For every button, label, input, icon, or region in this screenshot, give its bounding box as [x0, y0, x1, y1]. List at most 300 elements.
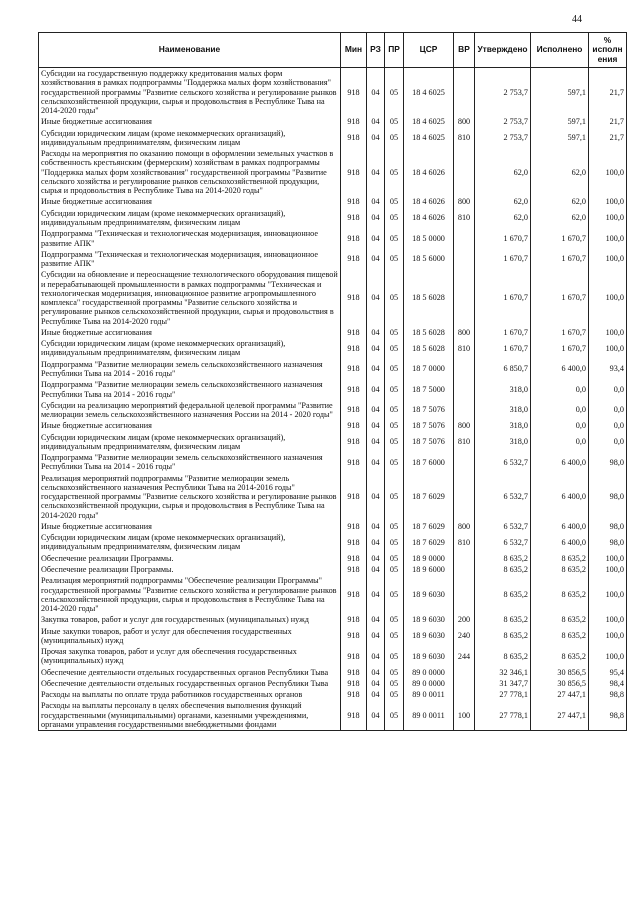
cell-percent: 98,0 [589, 521, 627, 532]
cell-pr: 05 [385, 614, 404, 625]
cell-csr: 18 9 6000 [404, 564, 454, 575]
cell-min: 918 [341, 148, 367, 196]
cell-min: 918 [341, 379, 367, 400]
cell-executed: 8 635,2 [531, 614, 589, 625]
cell-min: 918 [341, 269, 367, 327]
cell-name: Подпрограмма "Развитие мелиорации земель сельскохозяйственного назначения Республики Тыва на 2014 - 2016 годы" [39, 379, 341, 400]
header-approved: Утверждено [475, 33, 531, 68]
cell-min: 918 [341, 338, 367, 359]
cell-rz: 04 [367, 626, 385, 647]
cell-rz: 04 [367, 700, 385, 730]
cell-csr: 89 0 0011 [404, 700, 454, 730]
cell-pr: 05 [385, 532, 404, 553]
cell-name: Обеспечение деятельности отдельных государственных органов Республики Тыва [39, 667, 341, 678]
cell-percent: 98,8 [589, 689, 627, 700]
cell-csr: 18 7 5000 [404, 379, 454, 400]
cell-min: 918 [341, 473, 367, 521]
cell-rz: 04 [367, 338, 385, 359]
header-executed: Исполнено [531, 33, 589, 68]
cell-vr [454, 667, 475, 678]
cell-pr: 05 [385, 68, 404, 117]
cell-name: Подпрограмма "Развитие мелиорации земель сельскохозяйственного назначения Республики Тыва на 2014 - 2016 годы" [39, 452, 341, 473]
cell-vr: 810 [454, 208, 475, 229]
cell-rz: 04 [367, 575, 385, 614]
cell-rz: 04 [367, 228, 385, 249]
header-percent: % исполн ения [589, 33, 627, 68]
cell-vr [454, 228, 475, 249]
cell-rz: 04 [367, 473, 385, 521]
cell-pr: 05 [385, 689, 404, 700]
cell-vr [454, 269, 475, 327]
cell-min: 918 [341, 420, 367, 431]
cell-min: 918 [341, 626, 367, 647]
table-row [39, 626, 627, 647]
cell-executed: 62,0 [531, 148, 589, 196]
cell-approved: 27 778,1 [475, 700, 531, 730]
cell-approved: 8 635,2 [475, 575, 531, 614]
cell-percent: 100,0 [589, 614, 627, 625]
cell-vr [454, 379, 475, 400]
table-row [39, 116, 627, 127]
cell-vr [454, 553, 475, 564]
cell-pr: 05 [385, 249, 404, 270]
cell-executed: 0,0 [531, 420, 589, 431]
cell-csr: 18 7 0000 [404, 359, 454, 380]
table-row [39, 646, 627, 667]
cell-executed: 1 670,7 [531, 269, 589, 327]
cell-csr: 18 9 6030 [404, 626, 454, 647]
table-row [39, 689, 627, 700]
cell-csr: 89 0 0000 [404, 678, 454, 689]
cell-percent: 95,4 [589, 667, 627, 678]
cell-name: Обеспечение реализации Программы. [39, 564, 341, 575]
table-row [39, 678, 627, 689]
cell-vr: 800 [454, 327, 475, 338]
cell-csr: 18 7 6029 [404, 521, 454, 532]
page-number: 44 [572, 14, 582, 25]
cell-executed: 6 400,0 [531, 473, 589, 521]
cell-pr: 05 [385, 564, 404, 575]
cell-pr: 05 [385, 700, 404, 730]
cell-pr: 05 [385, 228, 404, 249]
cell-executed: 0,0 [531, 379, 589, 400]
cell-csr: 18 5 0000 [404, 228, 454, 249]
cell-csr: 18 9 6030 [404, 614, 454, 625]
cell-pr: 05 [385, 208, 404, 229]
cell-name: Субсидии юридическим лицам (кроме некоммерческих организаций), индивидуальным предпринимателям, физическим лицам [39, 532, 341, 553]
header-pr: ПР [385, 33, 404, 68]
table-row [39, 379, 627, 400]
cell-approved: 318,0 [475, 379, 531, 400]
cell-approved: 27 778,1 [475, 689, 531, 700]
cell-rz: 04 [367, 689, 385, 700]
cell-vr: 200 [454, 614, 475, 625]
cell-name: Иные закупки товаров, работ и услуг для обеспечения государственных (муниципальных) нужд [39, 626, 341, 647]
cell-rz: 04 [367, 327, 385, 338]
cell-executed: 6 400,0 [531, 521, 589, 532]
cell-pr: 05 [385, 400, 404, 421]
cell-approved: 8 635,2 [475, 614, 531, 625]
cell-vr: 810 [454, 338, 475, 359]
cell-name: Субсидии на государственную поддержку кредитования малых форм хозяйствования в рамках подпрограммы "Поддержка малых форм хозяйствования" государственной программы "Развитие сельского хозяйства и регулирование рынков сельскохозяйственной продукции, сырья и продовольствия в Республике Тыва на 2014-2020 годы" [39, 68, 341, 117]
cell-pr: 05 [385, 432, 404, 453]
cell-pr: 05 [385, 338, 404, 359]
cell-csr: 18 7 6000 [404, 452, 454, 473]
cell-pr: 05 [385, 327, 404, 338]
cell-pr: 05 [385, 678, 404, 689]
cell-percent: 21,7 [589, 116, 627, 127]
cell-pr: 05 [385, 196, 404, 207]
table-row [39, 532, 627, 553]
cell-percent: 100,0 [589, 228, 627, 249]
cell-executed: 8 635,2 [531, 646, 589, 667]
cell-percent: 100,0 [589, 626, 627, 647]
table-row [39, 128, 627, 149]
cell-approved: 8 635,2 [475, 626, 531, 647]
cell-approved: 2 753,7 [475, 68, 531, 117]
cell-pr: 05 [385, 667, 404, 678]
cell-min: 918 [341, 689, 367, 700]
cell-approved: 1 670,7 [475, 269, 531, 327]
cell-percent: 100,0 [589, 148, 627, 196]
table-row [39, 327, 627, 338]
cell-rz: 04 [367, 196, 385, 207]
cell-approved: 6 532,7 [475, 521, 531, 532]
header-vr: ВР [454, 33, 475, 68]
cell-rz: 04 [367, 452, 385, 473]
cell-approved: 2 753,7 [475, 128, 531, 149]
cell-name: Подпрограмма "Техническая и технологическая модернизация, инновационное развитие АПК" [39, 249, 341, 270]
cell-name: Иные бюджетные ассигнования [39, 196, 341, 207]
cell-name: Закупка товаров, работ и услуг для государственных (муниципальных) нужд [39, 614, 341, 625]
table-header-row [39, 33, 627, 68]
table-row [39, 148, 627, 196]
cell-min: 918 [341, 249, 367, 270]
cell-vr [454, 473, 475, 521]
cell-rz: 04 [367, 420, 385, 431]
cell-approved: 1 670,7 [475, 249, 531, 270]
cell-rz: 04 [367, 564, 385, 575]
cell-min: 918 [341, 564, 367, 575]
cell-name: Подпрограмма "Развитие мелиорации земель сельскохозяйственного назначения Республики Тыва на 2014 - 2016 годы" [39, 359, 341, 380]
cell-vr: 810 [454, 532, 475, 553]
cell-approved: 6 532,7 [475, 473, 531, 521]
cell-min: 918 [341, 553, 367, 564]
cell-pr: 05 [385, 359, 404, 380]
cell-rz: 04 [367, 532, 385, 553]
cell-name: Иные бюджетные ассигнования [39, 327, 341, 338]
cell-rz: 04 [367, 68, 385, 117]
cell-approved: 1 670,7 [475, 327, 531, 338]
cell-executed: 6 400,0 [531, 359, 589, 380]
cell-executed: 62,0 [531, 196, 589, 207]
cell-percent: 100,0 [589, 575, 627, 614]
cell-percent: 98,0 [589, 473, 627, 521]
cell-pr: 05 [385, 420, 404, 431]
cell-percent: 98,0 [589, 532, 627, 553]
cell-csr: 18 9 0000 [404, 553, 454, 564]
cell-rz: 04 [367, 208, 385, 229]
cell-percent: 21,7 [589, 128, 627, 149]
cell-approved: 31 347,7 [475, 678, 531, 689]
cell-pr: 05 [385, 553, 404, 564]
cell-csr: 18 4 6025 [404, 116, 454, 127]
cell-percent: 100,0 [589, 249, 627, 270]
cell-vr [454, 575, 475, 614]
cell-executed: 1 670,7 [531, 228, 589, 249]
cell-pr: 05 [385, 626, 404, 647]
cell-vr [454, 678, 475, 689]
cell-percent: 93,4 [589, 359, 627, 380]
cell-rz: 04 [367, 521, 385, 532]
cell-pr: 05 [385, 521, 404, 532]
cell-executed: 1 670,7 [531, 327, 589, 338]
cell-rz: 04 [367, 646, 385, 667]
cell-executed: 8 635,2 [531, 564, 589, 575]
cell-pr: 05 [385, 575, 404, 614]
cell-min: 918 [341, 359, 367, 380]
cell-percent: 0,0 [589, 379, 627, 400]
table-row [39, 68, 627, 117]
cell-name: Реализация мероприятий подпрограммы "Обеспечение реализации Программы" государственной программы "Развитие сельского хозяйства и регулирование рынков сельскохозяйственной продукции, сырья и продовольствия в Республике Тыва на 2014-2020 годы" [39, 575, 341, 614]
cell-csr: 18 7 5076 [404, 420, 454, 431]
cell-percent: 100,0 [589, 269, 627, 327]
cell-percent: 98,0 [589, 452, 627, 473]
cell-min: 918 [341, 432, 367, 453]
cell-rz: 04 [367, 379, 385, 400]
table-row [39, 400, 627, 421]
cell-approved: 1 670,7 [475, 228, 531, 249]
cell-min: 918 [341, 532, 367, 553]
cell-rz: 04 [367, 678, 385, 689]
header-name: Наименование [39, 33, 341, 68]
cell-approved: 62,0 [475, 148, 531, 196]
table-row [39, 473, 627, 521]
cell-approved: 32 346,1 [475, 667, 531, 678]
table-row [39, 432, 627, 453]
cell-min: 918 [341, 327, 367, 338]
cell-executed: 6 400,0 [531, 532, 589, 553]
cell-min: 918 [341, 452, 367, 473]
table-row [39, 249, 627, 270]
table-row [39, 521, 627, 532]
cell-approved: 6 532,7 [475, 452, 531, 473]
cell-vr [454, 564, 475, 575]
cell-approved: 62,0 [475, 208, 531, 229]
cell-name: Субсидии юридическим лицам (кроме некоммерческих организаций), индивидуальным предпринимателям, физическим лицам [39, 208, 341, 229]
cell-executed: 27 447,1 [531, 700, 589, 730]
cell-name: Субсидии на реализацию мероприятий федеральной целевой программы "Развитие мелиорации земель сельскохозяйственного назначения России на 2014 - 2020 годы" [39, 400, 341, 421]
cell-percent: 100,0 [589, 553, 627, 564]
cell-executed: 1 670,7 [531, 338, 589, 359]
table-row [39, 196, 627, 207]
cell-csr: 18 9 6030 [404, 646, 454, 667]
table-row [39, 564, 627, 575]
cell-name: Обеспечение деятельности отдельных государственных органов Республики Тыва [39, 678, 341, 689]
cell-vr [454, 400, 475, 421]
cell-rz: 04 [367, 249, 385, 270]
cell-vr: 240 [454, 626, 475, 647]
cell-csr: 18 5 6028 [404, 338, 454, 359]
cell-min: 918 [341, 646, 367, 667]
cell-min: 918 [341, 208, 367, 229]
cell-executed: 62,0 [531, 208, 589, 229]
cell-min: 918 [341, 575, 367, 614]
cell-min: 918 [341, 678, 367, 689]
cell-executed: 30 856,5 [531, 667, 589, 678]
cell-percent: 0,0 [589, 400, 627, 421]
cell-percent: 100,0 [589, 646, 627, 667]
cell-percent: 21,7 [589, 68, 627, 117]
cell-percent: 100,0 [589, 338, 627, 359]
cell-name: Субсидии юридическим лицам (кроме некоммерческих организаций), индивидуальным предпринимателям, физическим лицам [39, 432, 341, 453]
cell-min: 918 [341, 228, 367, 249]
cell-pr: 05 [385, 452, 404, 473]
cell-name: Расходы на выплаты персоналу в целях обеспечения выполнения функций государственными (муниципальными) органами, казенными учреждениями, органами управления государственными внебюджетными фондами [39, 700, 341, 730]
cell-vr: 800 [454, 521, 475, 532]
cell-percent: 0,0 [589, 432, 627, 453]
cell-approved: 318,0 [475, 432, 531, 453]
cell-rz: 04 [367, 400, 385, 421]
table-row [39, 420, 627, 431]
cell-name: Иные бюджетные ассигнования [39, 521, 341, 532]
cell-csr: 89 0 0011 [404, 689, 454, 700]
table-row [39, 269, 627, 327]
cell-min: 918 [341, 614, 367, 625]
table-body [39, 68, 627, 731]
cell-min: 918 [341, 196, 367, 207]
table-row [39, 700, 627, 730]
cell-csr: 18 7 6029 [404, 532, 454, 553]
cell-min: 918 [341, 68, 367, 117]
cell-name: Иные бюджетные ассигнования [39, 116, 341, 127]
cell-csr: 18 7 6029 [404, 473, 454, 521]
cell-vr: 100 [454, 700, 475, 730]
cell-csr: 18 4 6025 [404, 68, 454, 117]
table-row [39, 338, 627, 359]
cell-percent: 98,8 [589, 700, 627, 730]
header-csr: ЦСР [404, 33, 454, 68]
cell-vr: 800 [454, 196, 475, 207]
cell-csr: 18 5 6000 [404, 249, 454, 270]
table-row [39, 208, 627, 229]
cell-vr [454, 148, 475, 196]
cell-name: Расходы на мероприятия по оказанию помощи в оформлении земельных участков в собственность крестьянским (фермерским) хозяйствам в рамках подпрограммы "Поддержка малых форм хозяйствования" государственной программы "Развитие сельского хозяйства и регулирование рынков сельскохозяйственной продукции, сырья и продовольствия в Республике Тыва на 2014-2020 годы" [39, 148, 341, 196]
cell-percent: 100,0 [589, 327, 627, 338]
cell-executed: 597,1 [531, 116, 589, 127]
cell-csr: 18 4 6026 [404, 196, 454, 207]
table-row [39, 452, 627, 473]
cell-percent: 98,4 [589, 678, 627, 689]
table-row [39, 359, 627, 380]
cell-executed: 597,1 [531, 128, 589, 149]
cell-csr: 18 4 6026 [404, 148, 454, 196]
header-rz: РЗ [367, 33, 385, 68]
cell-csr: 18 7 5076 [404, 432, 454, 453]
cell-approved: 1 670,7 [475, 338, 531, 359]
cell-min: 918 [341, 667, 367, 678]
table-row [39, 228, 627, 249]
cell-percent: 100,0 [589, 208, 627, 229]
cell-executed: 0,0 [531, 400, 589, 421]
cell-csr: 18 5 6028 [404, 327, 454, 338]
header-min: Мин [341, 33, 367, 68]
cell-rz: 04 [367, 614, 385, 625]
cell-approved: 6 532,7 [475, 532, 531, 553]
cell-name: Субсидии юридическим лицам (кроме некоммерческих организаций), индивидуальным предпринимателям, физическим лицам [39, 338, 341, 359]
cell-name: Субсидии юридическим лицам (кроме некоммерческих организаций), индивидуальным предпринимателям, физическим лицам [39, 128, 341, 149]
cell-executed: 30 856,5 [531, 678, 589, 689]
cell-name: Расходы на выплаты по оплате труда работников государственных органов [39, 689, 341, 700]
cell-name: Подпрограмма "Техническая и технологическая модернизация, инновационное развитие АПК" [39, 228, 341, 249]
cell-name: Прочая закупка товаров, работ и услуг для обеспечения государственных (муниципальных) нужд [39, 646, 341, 667]
cell-approved: 8 635,2 [475, 553, 531, 564]
cell-percent: 100,0 [589, 196, 627, 207]
cell-rz: 04 [367, 128, 385, 149]
cell-csr: 18 7 5076 [404, 400, 454, 421]
cell-rz: 04 [367, 359, 385, 380]
cell-pr: 05 [385, 646, 404, 667]
cell-vr [454, 689, 475, 700]
cell-name: Обеспечение реализации Программы. [39, 553, 341, 564]
cell-name: Иные бюджетные ассигнования [39, 420, 341, 431]
cell-approved: 6 850,7 [475, 359, 531, 380]
cell-vr: 810 [454, 128, 475, 149]
cell-vr [454, 249, 475, 270]
cell-pr: 05 [385, 116, 404, 127]
cell-approved: 8 635,2 [475, 646, 531, 667]
cell-pr: 05 [385, 148, 404, 196]
cell-approved: 2 753,7 [475, 116, 531, 127]
cell-min: 918 [341, 116, 367, 127]
cell-vr [454, 452, 475, 473]
table-row [39, 667, 627, 678]
cell-rz: 04 [367, 553, 385, 564]
cell-rz: 04 [367, 667, 385, 678]
cell-pr: 05 [385, 128, 404, 149]
cell-pr: 05 [385, 473, 404, 521]
cell-vr: 244 [454, 646, 475, 667]
cell-rz: 04 [367, 148, 385, 196]
table-row [39, 575, 627, 614]
cell-vr [454, 68, 475, 117]
cell-rz: 04 [367, 432, 385, 453]
budget-execution-table [38, 32, 627, 731]
cell-approved: 318,0 [475, 420, 531, 431]
cell-pr: 05 [385, 269, 404, 327]
cell-csr: 89 0 0000 [404, 667, 454, 678]
cell-executed: 27 447,1 [531, 689, 589, 700]
cell-approved: 8 635,2 [475, 564, 531, 575]
cell-executed: 0,0 [531, 432, 589, 453]
cell-csr: 18 9 6030 [404, 575, 454, 614]
cell-pr: 05 [385, 379, 404, 400]
cell-min: 918 [341, 400, 367, 421]
cell-min: 918 [341, 521, 367, 532]
cell-approved: 318,0 [475, 400, 531, 421]
cell-rz: 04 [367, 269, 385, 327]
cell-csr: 18 4 6025 [404, 128, 454, 149]
cell-rz: 04 [367, 116, 385, 127]
cell-vr: 800 [454, 116, 475, 127]
cell-executed: 597,1 [531, 68, 589, 117]
cell-name: Реализация мероприятий подпрограммы "Развитие мелиорации земель сельскохозяйственного назначения Республики Тыва на 2014-2016 годы" государственной программы "Развитие сельского хозяйства и регулирование рынков сельскохозяйственной продукции, сырья и продовольствия в Республике Тыва на 2014-2020 годы" [39, 473, 341, 521]
cell-executed: 1 670,7 [531, 249, 589, 270]
cell-approved: 62,0 [475, 196, 531, 207]
cell-executed: 6 400,0 [531, 452, 589, 473]
cell-percent: 0,0 [589, 420, 627, 431]
table-row [39, 614, 627, 625]
